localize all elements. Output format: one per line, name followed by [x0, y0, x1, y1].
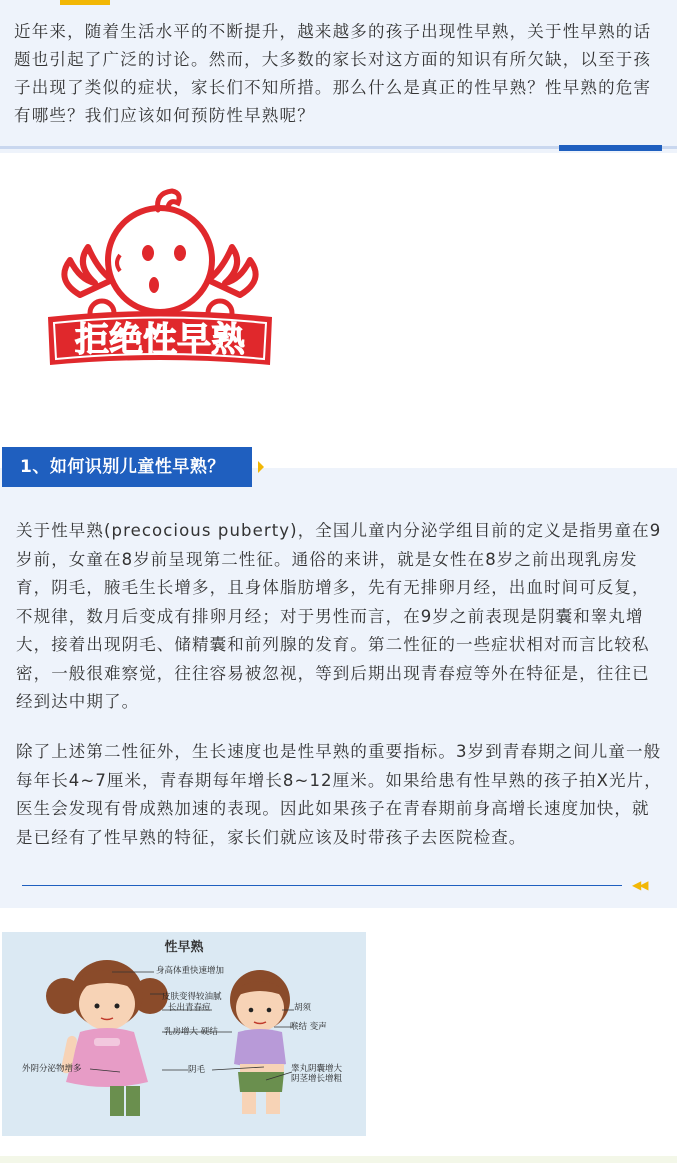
right-wing-icon: [208, 247, 256, 295]
logo-banner-text: 拒绝性早熟: [75, 320, 245, 360]
label-discharge: 外阴分泌物增多: [22, 1064, 82, 1074]
intro-divider-accent: [559, 145, 662, 151]
label-acne: 长出青春痘: [168, 1003, 211, 1013]
left-wing-icon: [64, 247, 112, 295]
refuse-precocious-puberty-logo: [40, 185, 280, 375]
label-throat: 喉结 变声: [290, 1022, 327, 1032]
label-breast: 乳房增大 硬结: [164, 1027, 218, 1037]
section-title-arrow-icon: [258, 461, 264, 473]
section-title: 1、如何识别儿童性早熟？: [2, 447, 252, 487]
section-paragraph-1: 关于性早熟(precocious puberty)，全国儿童内分泌学组目前的定义是指男童在9岁前，女童在8岁前呈现第二性征。通俗的来讲，就是女性在8岁之前出现乳房发育，阴毛，腋毛生长增多，且身体脂肪增多，先有无排卵月经，出血时间可反复，不规律，数月后变成有排卵月经；对于男性而言，在9岁之前表现是阴囊和睾丸增大，接着出现阴毛、储精囊和前列腺的发育。第二性征的一些症状相对而言比较私密，一般很难察觉，往往容易被忽视，等到后期出现青春痘等外在特征是，往往已经到达中期了。: [16, 521, 662, 711]
label-skin: 皮肤变得较油腻: [162, 992, 222, 1002]
girl-figure-icon: [46, 960, 168, 1116]
label-height-weight: 身高体重快速增加: [156, 966, 225, 976]
intro-paragraph: 近年来，随着生活水平的不断提升，越来越多的孩子出现性早熟，关于性早熟的话题也引起了广泛的讨论。然而，大多数的家长对这方面的知识有所欠缺，以至于孩子出现了类似的症状，家长们不知所措。那么什么是真正的性早熟？性早熟的危害有哪些？我们应该如何预防性早熟呢？: [14, 22, 652, 125]
label-testes-2: 阴茎增长增粗: [291, 1074, 343, 1084]
double-arrow-left-icon: ◀◀: [632, 878, 647, 892]
puberty-illustration: [2, 932, 366, 1136]
illustration-title: 性早熟: [164, 940, 204, 955]
intro-top-accent: [60, 0, 110, 5]
bottom-band: [0, 1156, 677, 1163]
section-divider: [22, 885, 622, 886]
baby-head-icon: [108, 208, 212, 312]
section-paragraph-2: 除了上述第二性征外，生长速度也是性早熟的重要指标。3岁到青春期之间儿童一般每年长4~7厘米，青春期每年增长8~12厘米。如果给患有性早熟的孩子拍X光片，医生会发现有骨成熟加速的表现。因此如果孩子在青春期前身高增长速度加快，就是已经有了性早熟的特征，家长们就应该及时带孩子去医院检查。: [16, 742, 662, 847]
intro-box: [0, 0, 677, 153]
label-testes-1: 睾丸阴囊增大: [291, 1064, 343, 1074]
boy-figure-icon: [230, 970, 290, 1114]
label-pubic-hair: 阴毛: [188, 1065, 206, 1075]
label-beard: 胡须: [294, 1003, 312, 1013]
